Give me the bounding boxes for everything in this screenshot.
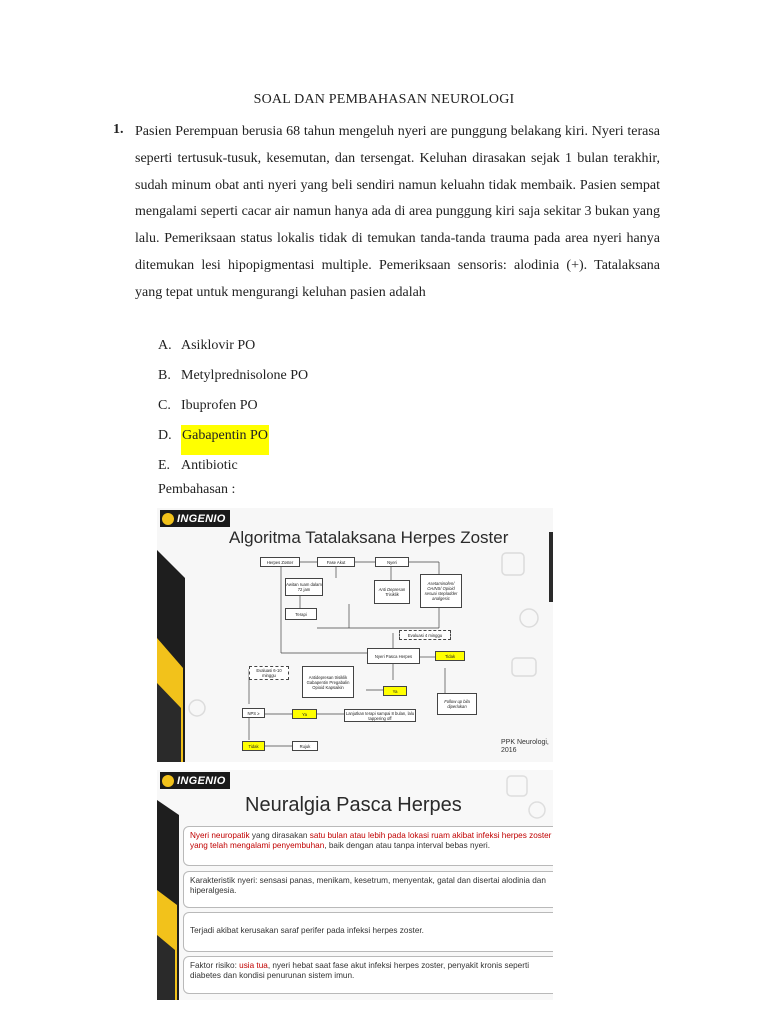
node-rujuk: Rujuk xyxy=(292,741,318,751)
ingenio-logo: INGENIO xyxy=(160,772,230,789)
node-lanjutkan: Lanjutkan terapi sampai 8 bulan, lalu tappering off xyxy=(345,710,415,721)
option-letter: C. xyxy=(158,398,171,413)
option-c xyxy=(158,395,308,425)
option-text: Antibiotic xyxy=(181,458,238,473)
slide-title: Algoritma Tatalaksana Herpes Zoster xyxy=(229,528,509,547)
definition-box: Nyeri neuropatik yang dirasakan satu bulan atau lebih pada lokasi ruam akibat infeksi herpes zoster yang telah mengalami penyembuhan, baik dengan atau tanpa interval bebas nyeri. xyxy=(183,826,553,866)
answer-options xyxy=(158,335,308,485)
slide-title: Neuralgia Pasca Herpes xyxy=(245,794,462,816)
node-antidepresan: Antidepresan trisiklik Gabapentin Pregabalin Opioid Kapsaikin xyxy=(302,666,354,698)
risk-factor-box: Faktor risiko: usia tua, nyeri hebat saat fase akut infeksi herpes zoster, penyakit kronis seperti diabetes dan kondisi penurunan sistem imun. xyxy=(183,956,553,994)
option-text: Ibuprofen PO xyxy=(181,398,258,413)
node-evaluasi-6-10: Evaluasi 6-10 minggu xyxy=(249,666,289,680)
node-evaluasi-4: Evaluasi 4 minggu xyxy=(399,630,451,640)
option-text: Asiklovir PO xyxy=(181,338,256,353)
option-text: Metylprednisolone PO xyxy=(181,368,309,383)
node-follow-up: Follow up bila diperlukan xyxy=(437,693,477,715)
node-tidak-1: Tidak xyxy=(435,651,465,661)
option-d xyxy=(158,425,308,455)
option-text-highlighted: Gabapentin PO xyxy=(181,425,269,455)
slide-algorithm xyxy=(157,508,553,762)
option-letter: B. xyxy=(158,368,171,383)
question-number: 1. xyxy=(113,122,124,137)
option-letter: A. xyxy=(158,338,172,353)
logo-emblem-icon xyxy=(162,775,174,787)
node-tidak-2: Tidak xyxy=(242,741,265,751)
option-letter: D. xyxy=(158,428,172,443)
cause-box: Terjadi akibat kerusakan saraf perifer pada infeksi herpes zoster. xyxy=(183,912,553,952)
ingenio-logo: INGENIO xyxy=(160,510,230,527)
slide-neuralgia xyxy=(157,770,553,1000)
option-e xyxy=(158,455,308,485)
node-anti-depresan: Anti Depresan Trisiklik xyxy=(374,580,410,604)
node-awitan: Awitan ruam dalam 72 jam xyxy=(285,578,323,596)
logo-emblem-icon xyxy=(162,513,174,525)
node-terapi: Terapi xyxy=(285,608,317,620)
node-ya-1: Ya xyxy=(383,686,407,696)
characteristic-box: Karakteristik nyeri: sensasi panas, menikam, kesetrum, menyentak, gatal dan disertai alodinia dan hiperalgesia. xyxy=(183,871,553,908)
discussion-label: Pembahasan : xyxy=(158,482,236,497)
option-a xyxy=(158,335,308,365)
slide-reference: PPK Neurologi, 2016 xyxy=(501,739,549,754)
option-letter: E. xyxy=(158,458,171,473)
node-ya-2: Ya xyxy=(292,709,317,719)
option-b xyxy=(158,365,308,395)
question-text: Pasien Perempuan berusia 68 tahun mengeluh nyeri are punggung belakang kiri. Nyeri terasa seperti tertusuk-tusuk, kesemutan, dan tersengat. Keluhan dirasakan sejak 1 bulan terakhir, sudah minum obat anti nyeri yang beli sendiri namun keluahn tidak membaik. Pasien sempat mengalami seperti cacar air namun hanya ada di area punggung kiri saja sekitar 3 bukan yang lalu. Pemeriksaan status lokalis tidak di temukan tanda-tanda trauma pada area nyeri hanya ditemukan lesi hipopigmentasi multiple. Pemeriksaan sensoris: alodinia (+). Tatalaksana yang tepat untuk mengurangi keluhan pasien adalah xyxy=(135,124,660,300)
node-nps: NPS ≥ xyxy=(242,708,265,718)
node-nyeri-pasca: Nyeri Pasca Herpes xyxy=(367,648,420,664)
node-fase-akut: Fase Akut xyxy=(317,557,355,567)
document-title: SOAL DAN PEMBAHASAN NEUROLOGI xyxy=(253,92,515,107)
node-nyeri: Nyeri xyxy=(375,557,409,567)
node-asetaminofen: Asetaminofen/ OAINS/ Opioid sesuai stepladder analgesic xyxy=(420,574,462,608)
node-herpes-zoster: Herpes Zoster xyxy=(260,557,300,567)
